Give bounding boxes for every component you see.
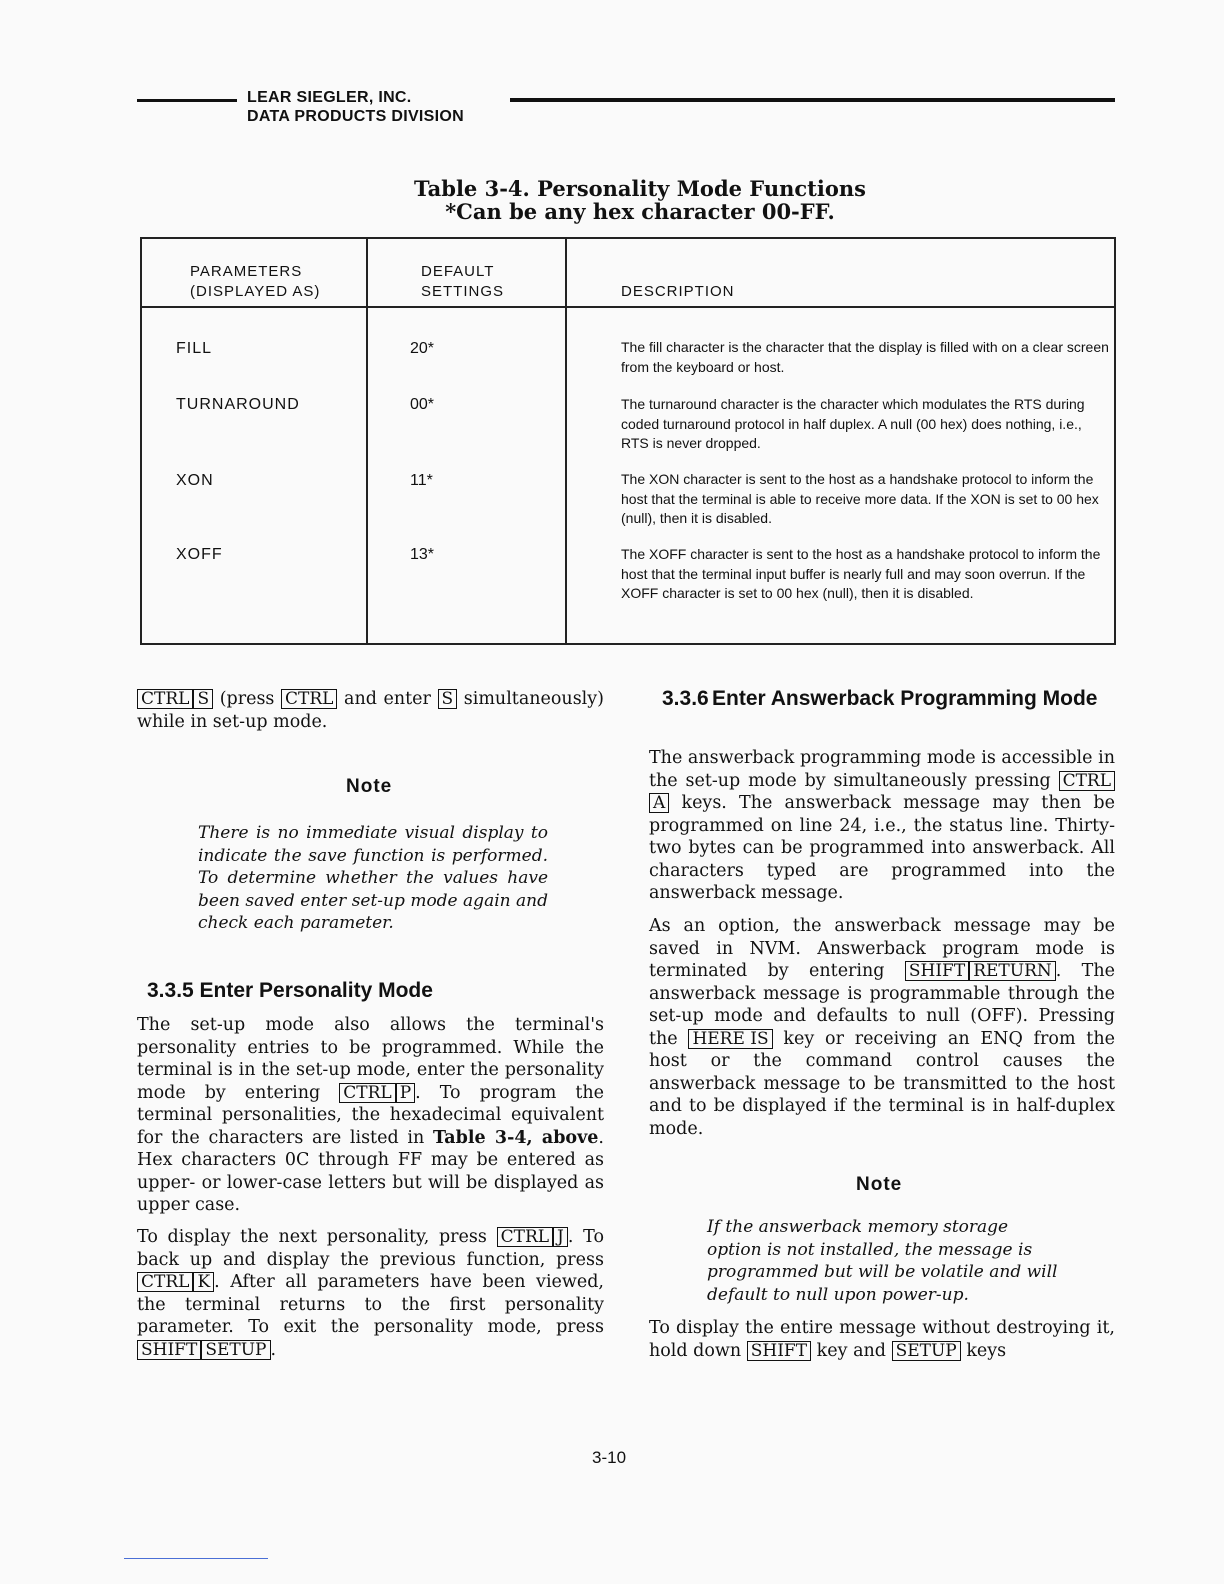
key-ctrl: CTRL (1059, 771, 1115, 791)
col-header-description: DESCRIPTION (621, 283, 735, 300)
key-return: RETURN (969, 961, 1056, 981)
row-description: The turnaround character is the character which modulates the RTS during coded turnaround protocol in half duplex. A null (00 hex) does nothing, i.e., RTS is never dropped. (621, 396, 1085, 451)
row-name: TURNAROUND (176, 396, 300, 413)
header-division: DATA PRODUCTS DIVISION (247, 108, 464, 125)
page-number: 3-10 (592, 1448, 627, 1467)
right-note-title: Note (856, 1174, 903, 1195)
right-paragraph-2: As an option, the answerback message may be saved in NVM. Answerback program mode is terminated by entering SHIFT RETURN . The answerback message is programmable through the set-up mode and defaults to null (OFF). Pressing the HERE IS key or receiving an ENQ from the host or the command control causes the answerback message to be transmitted to the host and to be displayed if the terminal is in half-duplex mode. (649, 916, 1115, 1139)
row-default: 13* (410, 546, 435, 563)
row-description: The XON character is sent to the host as a handshake protocol to inform the host that the terminal is able to receive more data. If the XON is set to 00 hex (null), then it is disabled. (621, 471, 1099, 526)
row-default: 20* (410, 340, 435, 357)
key-setup: SETUP (892, 1341, 961, 1361)
right-note-body: If the answerback memory storage option is not installed, the message is programmed but will be volatile and will default to null upon power-up. (707, 1217, 1058, 1305)
header-company: LEAR SIEGLER, INC. (247, 89, 412, 106)
right-paragraph-1: The answerback programming mode is accessible in the set-up mode by simultaneously pressing CTRLA keys. The answerback message may then be programmed on line 24, i.e., the status line. Thirty-two bytes can be programmed into answerback. All characters typed are programmed into the answerback message. (649, 748, 1115, 903)
table-header-rule (140, 306, 1116, 308)
key-shift: SHIFT (747, 1341, 811, 1361)
key-shift: SHIFT (905, 961, 969, 981)
key-s: S (438, 689, 458, 709)
row-name: XOFF (176, 546, 223, 563)
table-subtitle: *Can be any hex character 00-FF. (445, 199, 835, 224)
section-3-3-6-title: Enter Answerback Programming Mode (712, 687, 1098, 710)
key-a: A (649, 793, 669, 813)
row-default: 00* (410, 396, 435, 413)
row-description: The XOFF character is sent to the host as a handshake protocol to inform the host that the terminal input buffer is nearly full and may soon overrun. If the XOFF character is set to 00 hex (null), then it is disabled. (621, 546, 1101, 601)
key-ctrl: CTRL (137, 689, 193, 709)
section-3-3-5-title: 3.3.5 Enter Personality Mode (147, 979, 433, 1002)
left-note-body: There is no immediate visual display to indicate the save function is performed. To determine whether the values have been saved enter set-up mode again and check each parameter. (198, 823, 548, 933)
left-paragraph-2: To display the next personality, press CTRL J . To back up and display the previous function, press CTRL K . After all parameters have been viewed, the terminal returns to the first personality parameter. To exit the personality mode, press SHIFT SETUP . (137, 1227, 604, 1360)
header-rule-left (137, 99, 237, 102)
col-header-parameters: PARAMETERS (DISPLAYED AS) (190, 263, 321, 300)
row-description: The fill character is the character that the display is filled with on a clear screen from the keyboard or host. (621, 339, 1109, 375)
key-ctrl: CTRL (339, 1083, 395, 1103)
key-ctrl: CTRL (281, 689, 337, 709)
section-3-3-6-number: 3.3.6 (662, 687, 709, 710)
key-here-is: HERE IS (688, 1029, 772, 1049)
table-title: Table 3-4. Personality Mode Functions (414, 176, 866, 201)
left-note-title: Note (346, 776, 393, 797)
key-shift: SHIFT (137, 1340, 201, 1360)
footer-rule (124, 1558, 268, 1559)
row-name: FILL (176, 340, 213, 357)
row-default: 11* (410, 472, 433, 489)
key-ctrl: CTRL (137, 1272, 193, 1292)
key-j: J (553, 1227, 568, 1247)
header-rule-right (510, 98, 1115, 102)
row-name: XON (176, 472, 214, 489)
key-p: P (396, 1083, 415, 1103)
key-ctrl: CTRL (497, 1227, 553, 1247)
left-paragraph-1: The set-up mode also allows the terminal's personality entries to be programmed. While the terminal is in the set-up mode, enter the personality mode by entering CTRL P . To program the terminal personalities, the hexadecimal equivalent for the characters are listed in Table 3-4, above. Hex characters 0C through FF may be entered as upper- or lower-case letters but will be displayed as upper case. (137, 1015, 604, 1215)
col-header-default: DEFAULT SETTINGS (421, 263, 505, 300)
header-company-block (247, 88, 464, 126)
key-k: K (193, 1272, 214, 1292)
table-divider-1 (366, 237, 368, 645)
table-divider-2 (565, 237, 567, 645)
right-paragraph-3: To display the entire message without destroying it, hold down SHIFT key and SETUP keys (649, 1318, 1115, 1361)
key-setup: SETUP (201, 1340, 270, 1360)
key-s: S (193, 689, 213, 709)
left-intro: CTRL S (press CTRL and enter S simultaneously) while in set-up mode. (137, 689, 604, 732)
